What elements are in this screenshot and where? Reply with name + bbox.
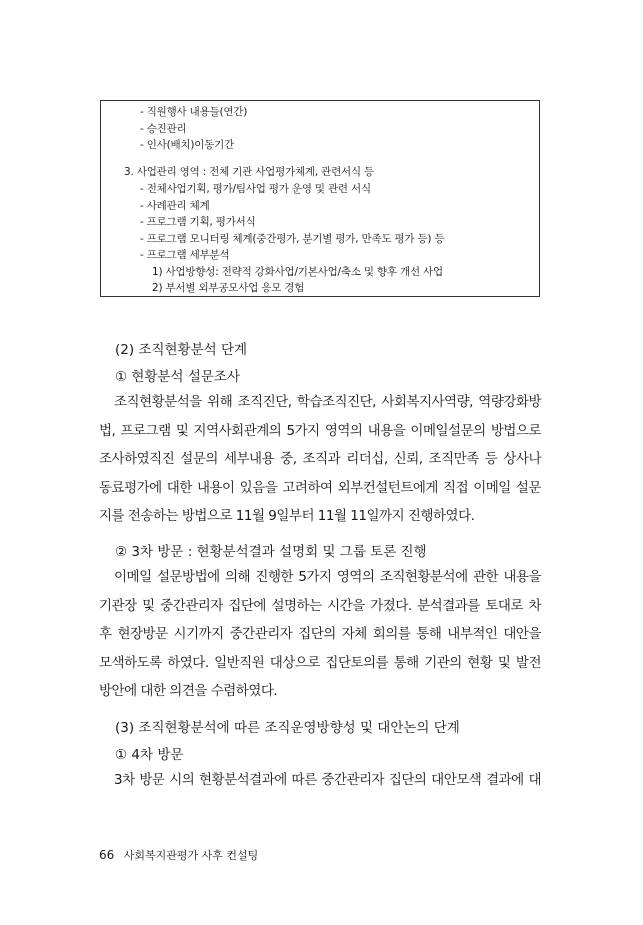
subsection-title: ① 현황분석 설문조사 <box>115 369 241 385</box>
box-line: - 전체사업기획, 평가/팀사업 평가 운영 및 관련 서식 <box>140 183 371 195</box>
paragraph-line: 모색하도록 하였다. 일반직원 대상으로 집단토의를 통해 기관의 현황 및 발전 <box>99 654 541 671</box>
subsection-title: ② 3차 방문 : 현황분석결과 설명회 및 그룹 토론 진행 <box>115 544 427 560</box>
section-heading: (3) 조직현황분석에 따른 조직운영방향성 및 대안논의 단계 <box>115 720 460 736</box>
page-number: 66 <box>99 848 115 862</box>
paragraph <box>99 766 541 795</box>
paragraph <box>99 563 541 706</box>
box-line: - 프로그램 모니터링 체계(중간평가, 분기별 평가, 만족도 평가 등) 등 <box>140 233 445 245</box>
box-line: - 프로그램 세부분석 <box>140 249 230 261</box>
box-line: - 인사(배치)이동기간 <box>140 139 235 151</box>
page-footer <box>99 847 258 863</box>
paragraph-line: 기관장 및 중간관리자 집단에 설명하는 시간을 가졌다. 분석결과를 토대로 차 <box>99 597 541 614</box>
paragraph-line: 조직현황분석을 위해 조직진단, 학습조직진단, 사회복지사역량, 역량강화방 <box>114 394 541 410</box>
paragraph-line: 방안에 대한 의견을 수렴하였다. <box>99 683 278 700</box>
subsection-title: ① 4차 방문 <box>115 747 184 763</box>
paragraph-line: 법, 프로그램 및 지역사회관계의 5가지 영역의 내용을 이메일설문의 방법으로 <box>99 422 541 439</box>
paragraph-line: 조사하였직진 설문의 세부내용 중, 조직과 리더십, 신뢰, 조직만족 등 상사나 <box>99 451 541 468</box>
paragraph <box>99 388 541 531</box>
box-line: - 직원행사 내용들(연간) <box>140 106 248 118</box>
box-line: - 프로그램 기획, 평가서식 <box>140 216 256 228</box>
box-line: 1) 사업방향성: 전략적 강화사업/기본사업/축소 및 향후 개선 사업 <box>152 266 443 278</box>
paragraph-line: 후 현장방문 시기까지 중간관리자 집단의 자체 회의를 통해 내부적인 대안을 <box>99 626 541 643</box>
box-line: - 승진관리 <box>140 123 187 135</box>
box-line: - 사례관리 체계 <box>140 200 210 212</box>
box-line: 2) 부서별 외부공모사업 응모 경험 <box>152 282 305 294</box>
paragraph-line: 동료평가에 대한 내용이 있음을 고려하여 외부컨설턴트에게 직접 이메일 설문 <box>99 479 541 496</box>
paragraph-line: 3차 방문 시의 현황분석결과에 따른 중간관리자 집단의 대안모색 결과에 대 <box>114 772 541 788</box>
running-title: 사회복지관평가 사후 컨설팅 <box>123 849 259 862</box>
paragraph-line: 이메일 설문방법에 의해 진행한 5가지 영역의 조직현황분석에 관한 내용을 <box>114 569 541 585</box>
paragraph-line: 지를 전송하는 방법으로 11월 9일부터 11월 11일까지 진행하였다. <box>99 508 475 525</box>
box-line: 3. 사업관리 영역 : 전체 기관 사업평가체계, 관련서식 등 <box>124 166 374 178</box>
section-heading: (2) 조직현황분석 단계 <box>115 342 248 358</box>
